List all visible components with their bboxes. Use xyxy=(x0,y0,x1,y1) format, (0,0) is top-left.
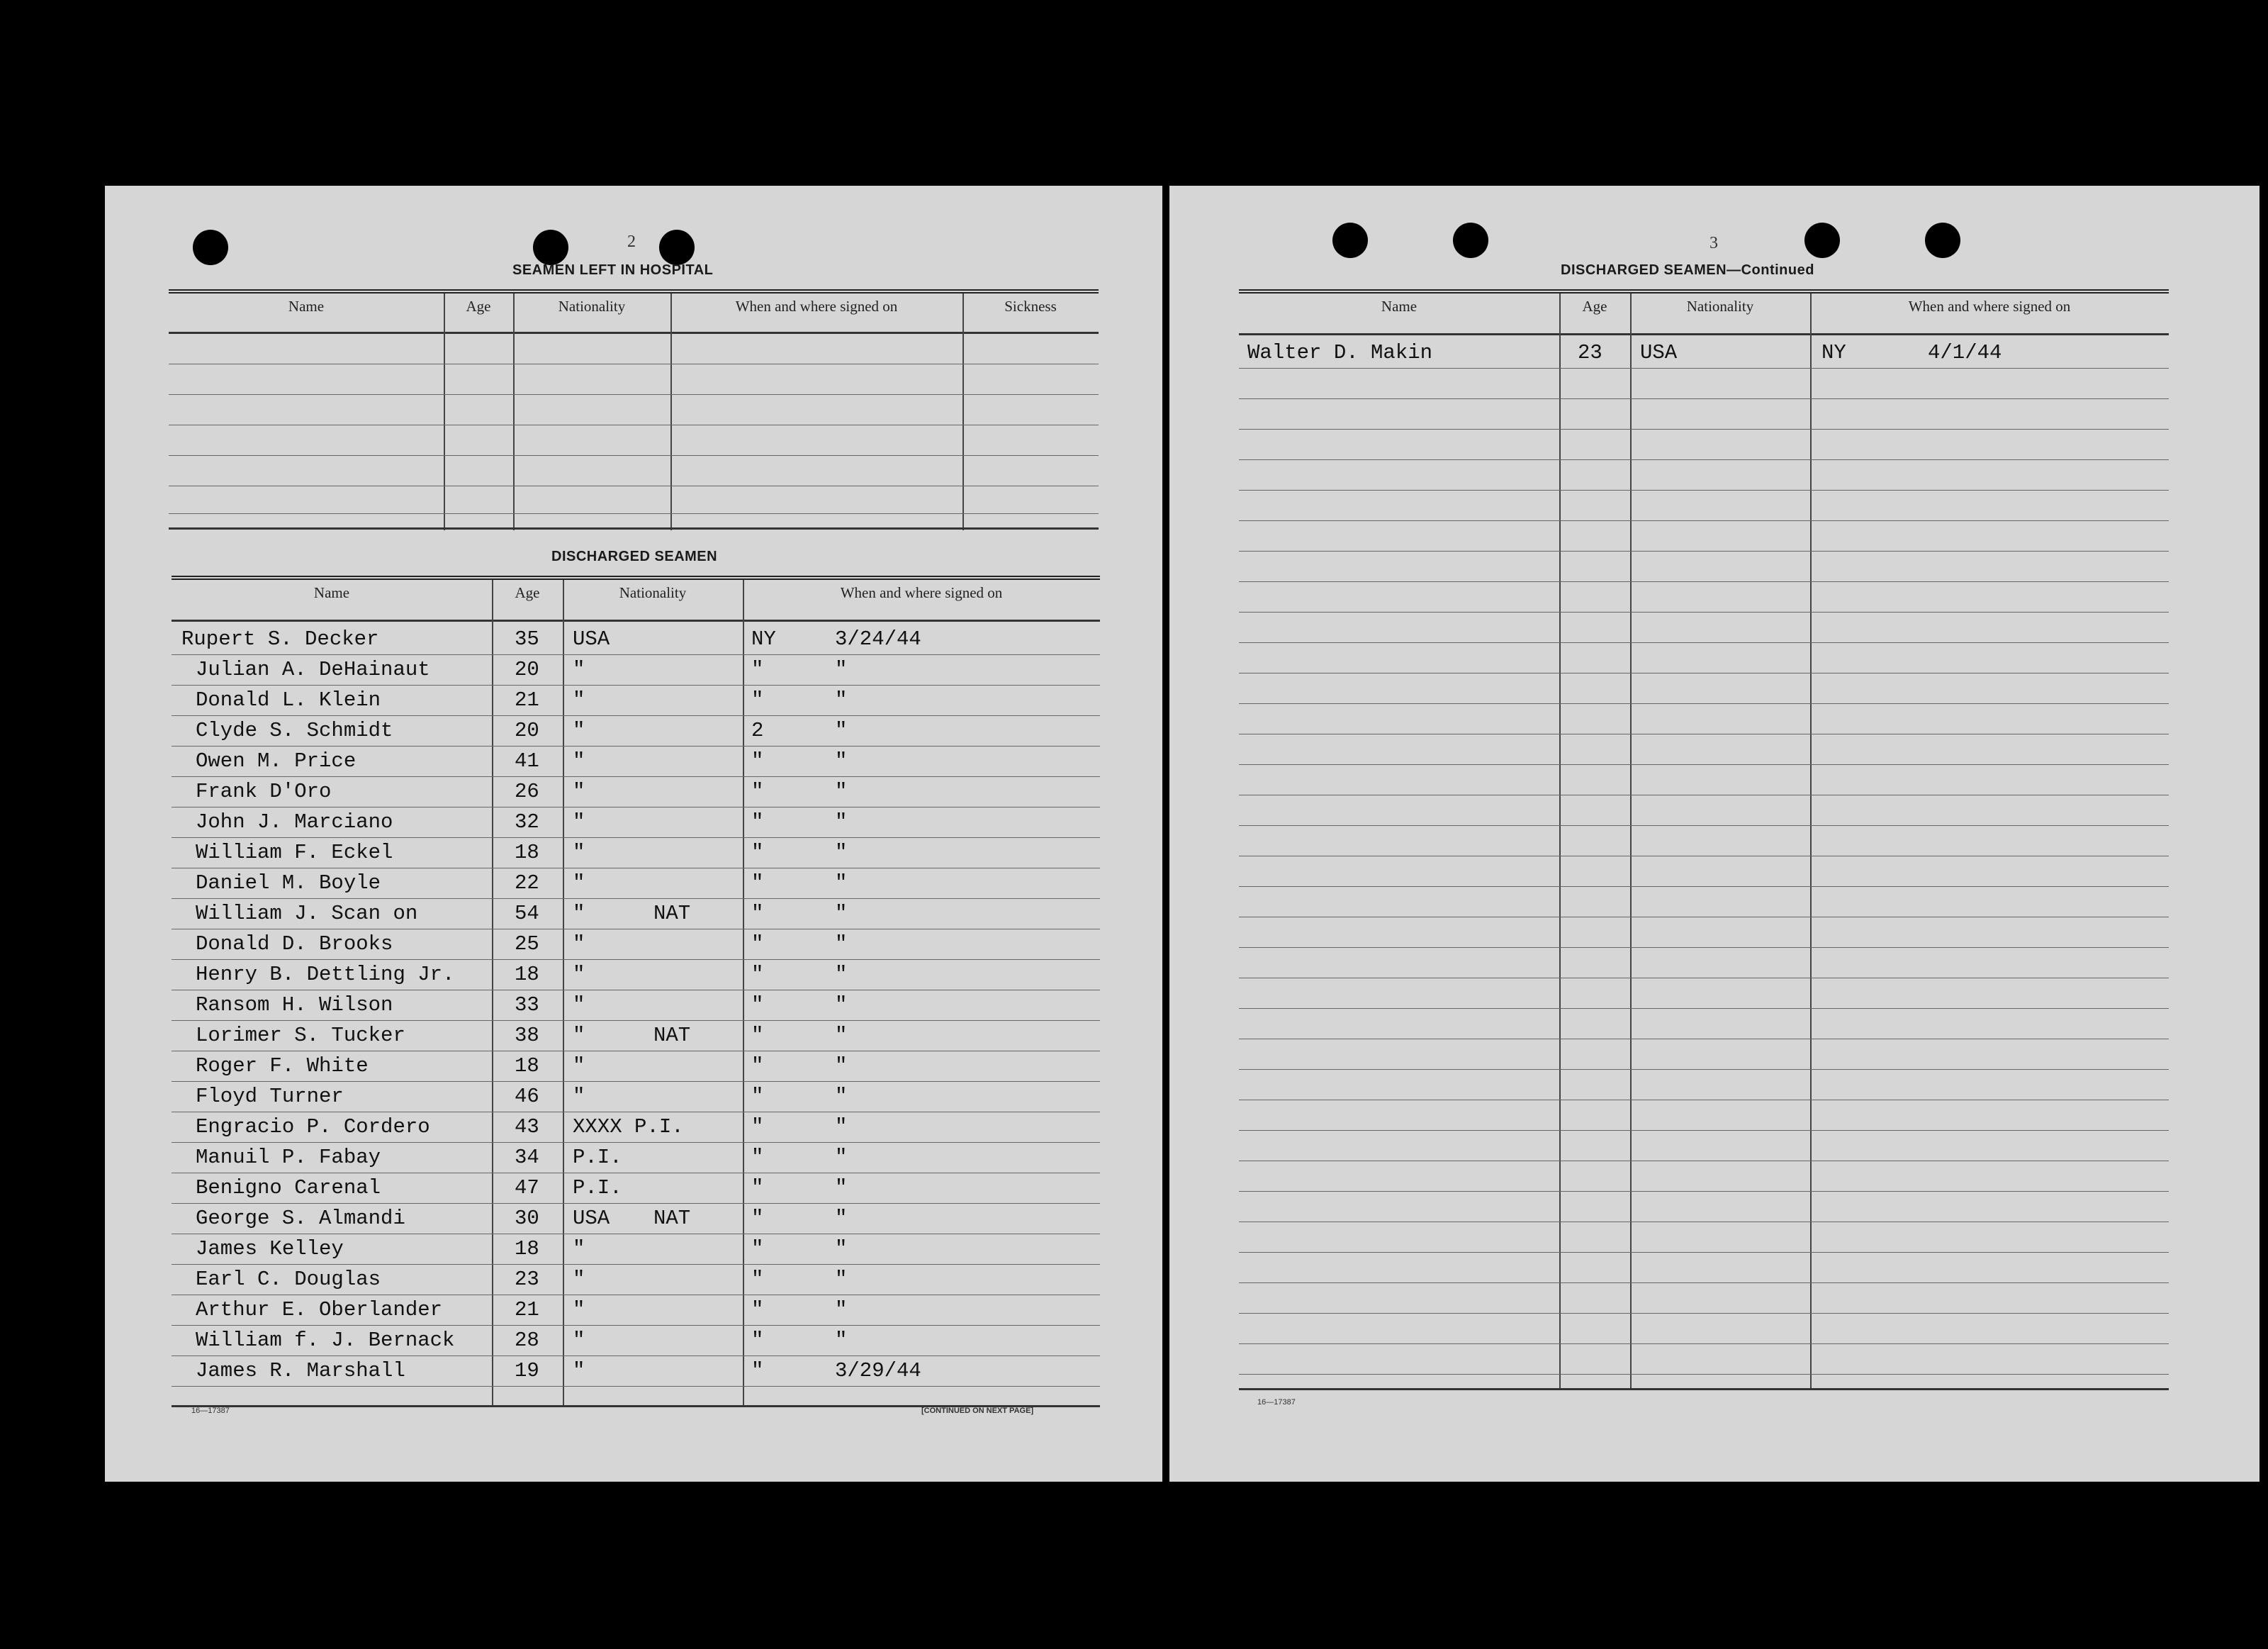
signed-on-place: " xyxy=(751,1115,764,1139)
seaman-age: 18 xyxy=(515,1054,539,1078)
signed-on-date: " xyxy=(835,1237,848,1260)
column-divider xyxy=(1559,294,1561,1388)
table-row xyxy=(172,898,1100,928)
signed-on-place: " xyxy=(751,1237,764,1260)
seaman-nationality: USA xyxy=(573,1207,610,1230)
seaman-age: 54 xyxy=(515,902,539,925)
punch-hole xyxy=(1925,223,1960,258)
table-row xyxy=(172,715,1100,745)
seaman-nationality: USA xyxy=(573,627,610,651)
seaman-age: 25 xyxy=(515,932,539,956)
seaman-nationality: " xyxy=(573,963,585,986)
table-row xyxy=(172,1020,1100,1050)
seaman-nationality: " xyxy=(573,993,585,1017)
table-row xyxy=(172,1112,1100,1141)
row-rule xyxy=(1239,1374,2169,1375)
seaman-name: Floyd Turner xyxy=(196,1085,344,1108)
signed-on-date: " xyxy=(835,780,848,803)
signed-on-date: 3/29/44 xyxy=(835,1359,921,1382)
seaman-name: Rupert S. Decker xyxy=(181,627,379,651)
row-rule xyxy=(169,513,1099,514)
seaman-name: Roger F. White xyxy=(196,1054,369,1078)
header-rule xyxy=(169,332,1099,334)
table-row xyxy=(172,776,1100,806)
continued-note: [CONTINUED ON NEXT PAGE] xyxy=(921,1407,1034,1415)
col-header-signed-on: When and where signed on xyxy=(840,584,1003,601)
row-rule xyxy=(169,394,1099,395)
seaman-name: Engracio P. Cordero xyxy=(196,1115,430,1139)
table-row xyxy=(172,624,1100,654)
seaman-nationality: P.I. xyxy=(573,1176,622,1200)
seaman-age: 35 xyxy=(515,627,539,651)
signed-on-date: " xyxy=(835,902,848,925)
signed-on-place: " xyxy=(751,810,764,834)
seaman-name: Owen M. Price xyxy=(196,749,357,773)
seaman-name: Frank D'Oro xyxy=(196,780,332,803)
column-divider xyxy=(444,294,445,530)
seaman-age: 28 xyxy=(515,1329,539,1352)
seaman-nationality: " xyxy=(573,871,585,895)
col-header-name: Name xyxy=(313,584,350,601)
seaman-age: 22 xyxy=(515,871,539,895)
row-rule xyxy=(172,1386,1100,1387)
signed-on-date: " xyxy=(835,810,848,834)
table-row xyxy=(172,1234,1100,1263)
col-header-nationality: Nationality xyxy=(558,298,626,315)
seaman-age: 18 xyxy=(515,841,539,864)
form-number: 16—17387 xyxy=(191,1407,230,1415)
hospital-table xyxy=(169,289,1099,530)
signed-on-place: " xyxy=(751,688,764,712)
table-top-rule xyxy=(172,576,1100,580)
seaman-age: 23 xyxy=(1578,341,1602,364)
row-rule xyxy=(1239,581,2169,582)
seaman-nationality: " xyxy=(573,1298,585,1321)
row-rule xyxy=(1239,1313,2169,1314)
seaman-age: 20 xyxy=(515,719,539,742)
signed-on-date: " xyxy=(835,1085,848,1108)
seaman-nationality: " xyxy=(573,719,585,742)
column-divider xyxy=(962,294,964,530)
table-row xyxy=(172,990,1100,1019)
row-rule xyxy=(1239,947,2169,948)
signed-on-date: " xyxy=(835,932,848,956)
table-row xyxy=(172,807,1100,837)
signed-on-date: " xyxy=(835,749,848,773)
signed-on-place: " xyxy=(751,963,764,986)
seaman-nationality: " xyxy=(573,902,585,925)
seaman-name: John J. Marciano xyxy=(196,810,393,834)
column-divider xyxy=(670,294,672,530)
signed-on-place: " xyxy=(751,1024,764,1047)
seaman-age: 23 xyxy=(515,1268,539,1291)
discharged-continued-table xyxy=(1239,289,2169,1392)
seaman-name: Benigno Carenal xyxy=(196,1176,381,1200)
col-header-nationality: Nationality xyxy=(619,584,687,601)
table-bottom-rule xyxy=(169,527,1099,530)
signed-on-place: " xyxy=(751,841,764,864)
signed-on-date: " xyxy=(835,688,848,712)
seaman-age: 21 xyxy=(515,1298,539,1321)
seaman-age: 26 xyxy=(515,780,539,803)
signed-on-date: " xyxy=(835,1054,848,1078)
signed-on-place: NY xyxy=(1821,341,1846,364)
col-header-age: Age xyxy=(515,584,540,601)
seaman-nationality: " xyxy=(573,841,585,864)
table-row xyxy=(172,868,1100,898)
seaman-name: Clyde S. Schmidt xyxy=(196,719,393,742)
form-number: 16—17387 xyxy=(1257,1398,1296,1407)
seaman-nationality: P.I. xyxy=(573,1146,622,1169)
signed-on-place: " xyxy=(751,1207,764,1230)
signed-on-date: " xyxy=(835,871,848,895)
signed-on-date: 4/1/44 xyxy=(1928,341,2002,364)
hospital-title: SEAMEN LEFT IN HOSPITAL xyxy=(512,262,714,278)
signed-on-place: " xyxy=(751,1085,764,1108)
seaman-name: Donald D. Brooks xyxy=(196,932,393,956)
signed-on-place: " xyxy=(751,1268,764,1291)
signed-on-date: " xyxy=(835,1329,848,1352)
seaman-nationality: XXXX P.I. xyxy=(573,1115,684,1139)
seaman-age: 32 xyxy=(515,810,539,834)
signed-on-place: " xyxy=(751,1054,764,1078)
row-rule xyxy=(1239,1191,2169,1192)
seaman-age: 33 xyxy=(515,993,539,1017)
seaman-age: 21 xyxy=(515,688,539,712)
seaman-age: 46 xyxy=(515,1085,539,1108)
row-rule xyxy=(1239,520,2169,521)
signed-on-date: " xyxy=(835,1268,848,1291)
col-header-nationality: Nationality xyxy=(1686,298,1754,315)
seaman-age: 20 xyxy=(515,658,539,681)
signed-on-place: " xyxy=(751,658,764,681)
signed-on-place: " xyxy=(751,1176,764,1200)
signed-on-date: " xyxy=(835,841,848,864)
column-divider xyxy=(1810,294,1812,1388)
table-row xyxy=(172,1081,1100,1111)
punch-hole xyxy=(1804,223,1840,258)
seaman-name: Ransom H. Wilson xyxy=(196,993,393,1017)
signed-on-place: " xyxy=(751,1359,764,1382)
table-row xyxy=(172,959,1100,989)
seaman-age: 41 xyxy=(515,749,539,773)
signed-on-place: " xyxy=(751,1146,764,1169)
seaman-nationality: " xyxy=(573,658,585,681)
seaman-nationality: " xyxy=(573,1085,585,1108)
seaman-nationality: " xyxy=(573,1268,585,1291)
row-rule xyxy=(1239,1252,2169,1253)
header-rule xyxy=(172,620,1100,622)
table-row xyxy=(172,685,1100,715)
table-row xyxy=(172,1173,1100,1202)
seaman-name: Manuil P. Fabay xyxy=(196,1146,381,1169)
punch-hole xyxy=(1332,223,1368,258)
seaman-nationality: " xyxy=(573,780,585,803)
discharged-title: DISCHARGED SEAMEN xyxy=(551,549,718,564)
seaman-nationality: " xyxy=(573,1329,585,1352)
col-header-sickness: Sickness xyxy=(1004,298,1057,315)
seaman-age: 30 xyxy=(515,1207,539,1230)
signed-on-date: 3/24/44 xyxy=(835,627,921,651)
seaman-name: Julian A. DeHainaut xyxy=(196,658,430,681)
page-number: 3 xyxy=(1710,234,1718,252)
signed-on-date: " xyxy=(835,993,848,1017)
seaman-age: 19 xyxy=(515,1359,539,1382)
signed-on-date: " xyxy=(835,1207,848,1230)
table-row xyxy=(172,1203,1100,1233)
punch-hole xyxy=(659,230,695,265)
seaman-nationality: " xyxy=(573,1054,585,1078)
seaman-age: 18 xyxy=(515,1237,539,1260)
signed-on-place: " xyxy=(751,902,764,925)
table-row xyxy=(172,1051,1100,1080)
signed-on-place: " xyxy=(751,1298,764,1321)
seaman-nationality: " xyxy=(573,1237,585,1260)
seaman-name: William f. J. Bernack xyxy=(196,1329,455,1352)
table-row xyxy=(172,1295,1100,1324)
seaman-name: Daniel M. Boyle xyxy=(196,871,381,895)
signed-on-date: " xyxy=(835,1115,848,1139)
row-rule xyxy=(1239,368,2169,369)
seaman-nationality: " xyxy=(573,932,585,956)
table-row xyxy=(1239,337,2169,367)
header-rule xyxy=(1239,333,2169,335)
row-rule xyxy=(1239,490,2169,491)
table-row xyxy=(172,746,1100,776)
seaman-age: 38 xyxy=(515,1024,539,1047)
table-row xyxy=(172,837,1100,867)
signed-on-place: " xyxy=(751,1329,764,1352)
seaman-nationality-note: NAT xyxy=(653,1024,691,1047)
punch-hole xyxy=(533,230,568,265)
table-row xyxy=(172,1264,1100,1294)
seaman-nationality: " xyxy=(573,688,585,712)
row-rule xyxy=(1239,1069,2169,1070)
seaman-nationality: " xyxy=(573,749,585,773)
signed-on-date: " xyxy=(835,658,848,681)
table-row xyxy=(172,1325,1100,1355)
seaman-name: Henry B. Dettling Jr. xyxy=(196,963,455,986)
table-top-rule xyxy=(169,289,1099,294)
signed-on-place: " xyxy=(751,871,764,895)
signed-on-place: " xyxy=(751,932,764,956)
seaman-age: 18 xyxy=(515,963,539,986)
row-rule xyxy=(1239,1282,2169,1283)
signed-on-place: 2 xyxy=(751,719,764,742)
col-header-signed-on: When and where signed on xyxy=(1908,298,2071,315)
seaman-name: Lorimer S. Tucker xyxy=(196,1024,405,1047)
signed-on-date: " xyxy=(835,1176,848,1200)
signed-on-date: " xyxy=(835,1024,848,1047)
seaman-name: Walter D. Makin xyxy=(1247,341,1433,364)
table-top-rule xyxy=(1239,289,2169,294)
seaman-nationality: " xyxy=(573,810,585,834)
signed-on-date: " xyxy=(835,1298,848,1321)
seaman-age: 47 xyxy=(515,1176,539,1200)
seaman-nationality: " xyxy=(573,1359,585,1382)
discharged-continued-title: DISCHARGED SEAMEN—Continued xyxy=(1561,262,1814,278)
page-number: 2 xyxy=(627,233,636,251)
seaman-name: George S. Almandi xyxy=(196,1207,405,1230)
seaman-name: James Kelley xyxy=(196,1237,344,1260)
seaman-nationality-note: NAT xyxy=(653,1207,691,1230)
table-bottom-rule xyxy=(1239,1388,2169,1390)
table-row xyxy=(172,1142,1100,1172)
signed-on-date: " xyxy=(835,1146,848,1169)
seaman-name: William J. Scan on xyxy=(196,902,418,925)
col-header-name: Name xyxy=(288,298,325,315)
col-header-age: Age xyxy=(466,298,491,315)
signed-on-place: " xyxy=(751,749,764,773)
right-page xyxy=(1169,186,2259,1482)
seaman-nationality: USA xyxy=(1640,341,1678,364)
seaman-name: James R. Marshall xyxy=(196,1359,405,1382)
table-row xyxy=(172,654,1100,684)
row-rule xyxy=(1239,398,2169,399)
seaman-nationality-note: NAT xyxy=(653,902,691,925)
column-divider xyxy=(1630,294,1632,1388)
signed-on-place: " xyxy=(751,780,764,803)
row-rule xyxy=(169,455,1099,456)
row-rule xyxy=(1239,703,2169,704)
row-rule xyxy=(1239,551,2169,552)
seaman-nationality: " xyxy=(573,1024,585,1047)
row-rule xyxy=(1239,429,2169,430)
row-rule xyxy=(1239,1130,2169,1131)
row-rule xyxy=(1239,764,2169,765)
col-header-age: Age xyxy=(1582,298,1607,315)
row-rule xyxy=(1239,825,2169,826)
row-rule xyxy=(1239,1008,2169,1009)
table-row xyxy=(172,1355,1100,1385)
signed-on-date: " xyxy=(835,963,848,986)
row-rule xyxy=(1239,886,2169,887)
column-divider xyxy=(513,294,515,530)
punch-hole xyxy=(1453,223,1488,258)
discharged-table xyxy=(172,576,1100,1411)
seaman-age: 43 xyxy=(515,1115,539,1139)
signed-on-date: " xyxy=(835,719,848,742)
col-header-name: Name xyxy=(1381,298,1418,315)
left-page xyxy=(105,186,1162,1482)
seaman-age: 34 xyxy=(515,1146,539,1169)
row-rule xyxy=(1239,612,2169,613)
table-row xyxy=(172,929,1100,958)
seaman-name: Arthur E. Oberlander xyxy=(196,1298,443,1321)
seaman-name: Donald L. Klein xyxy=(196,688,381,712)
punch-hole xyxy=(193,230,228,265)
seaman-name: William F. Eckel xyxy=(196,841,393,864)
row-rule xyxy=(1239,642,2169,643)
row-rule xyxy=(1239,459,2169,460)
signed-on-place: NY xyxy=(751,627,776,651)
row-rule xyxy=(1239,1343,2169,1344)
col-header-signed-on: When and where signed on xyxy=(735,298,898,315)
seaman-name: Earl C. Douglas xyxy=(196,1268,381,1291)
signed-on-place: " xyxy=(751,993,764,1017)
